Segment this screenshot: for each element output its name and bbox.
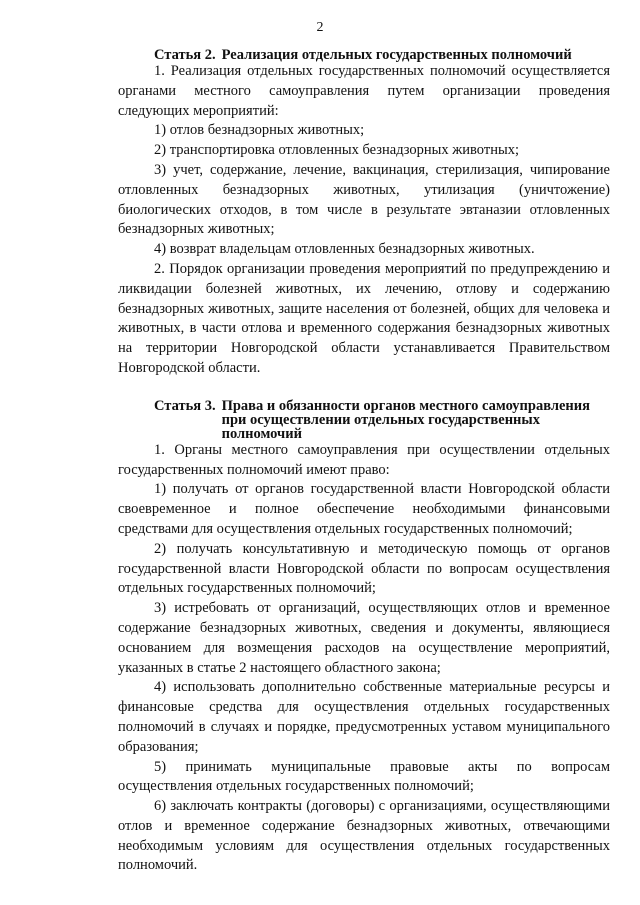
article-3-number: Статья 3. bbox=[154, 397, 216, 414]
article-3-paragraph: 1. Органы местного самоуправления при осуществлении отдельных государственных полномочий имеют право: bbox=[118, 441, 610, 478]
article-2-paragraph: 4) возврат владельцам отловленных безнадзорных животных. bbox=[154, 241, 535, 258]
article-2-paragraph: 2. Порядок организации проведения мероприятий по предупреждению и ликвидации болезней животных, их лечению, отлову и содержанию безнадзорных животных, защите населения от болезней, общих для человека и животных, в части отлова и временного содержания безнадзорных животных на территории Новгородской области устанавливается Правительством Новгородской области. bbox=[118, 260, 610, 376]
article-3-heading bbox=[154, 399, 610, 441]
page-number: 2 bbox=[316, 20, 324, 35]
article-2-title: Реализация отдельных государственных полномочий bbox=[221, 47, 572, 63]
article-2-heading bbox=[154, 48, 610, 62]
article-3-body bbox=[118, 441, 610, 877]
article-3-paragraph: 6) заключать контракты (договоры) с организациями, осуществляющими отлов и временное содержание безнадзорных животных, отвечающими необходимым условиям для осуществления отдельных государственных полномочий. bbox=[118, 798, 610, 874]
article-3-paragraph: 2) получать консультативную и методическую помощь от органов государственной власти Новгородской области по вопросам осуществления отдельных государственных полномочий; bbox=[118, 540, 610, 597]
article-2-paragraph: 1) отлов безнадзорных животных; bbox=[154, 122, 365, 139]
article-3-paragraph: 1) получать от органов государственной власти Новгородской области своевременное и полное обеспечение необходимыми финансовыми средствами для осуществления отдельных государственных полномочий; bbox=[118, 481, 610, 537]
article-2-paragraph: 2) транспортировка отловленных безнадзорных животных; bbox=[154, 142, 519, 159]
document-body bbox=[118, 48, 610, 882]
article-3-paragraph: 5) принимать муниципальные правовые акты по вопросам осуществления отдельных государственных полномочий; bbox=[118, 758, 610, 795]
article-3-paragraph: 3) истребовать от организаций, осуществляющих отлов и временное содержание безнадзорных животных, сведения и документы, являющиеся основанием для возмещения расходов на осуществление мероприятий, указанных в статье 2 настоящего областного закона; bbox=[118, 600, 610, 676]
article-2-body bbox=[118, 62, 610, 379]
article-2-paragraph: 3) учет, содержание, лечение, вакцинация, стерилизация, чипирование отловленных безнадзорных животных, утилизация (уничтожение) биологических отходов, в том числе в результате эвтаназии отловленных безнадзорных животных; bbox=[118, 161, 610, 238]
article-3-paragraph: 4) использовать дополнительно собственные материальные ресурсы и финансовые средства для осуществления отдельных государственных полномочий в случаях и порядке, предусмотренных уставом муниципального образования; bbox=[118, 679, 610, 755]
article-3-title: Права и обязанности органов местного самоуправления при осуществлении отдельных государственных полномочий bbox=[221, 397, 590, 442]
article-2-paragraph: 1. Реализация отдельных государственных полномочий осуществляется органами местного самоуправления путем организации проведения следующих мероприятий: bbox=[118, 63, 610, 119]
article-2-number: Статья 2. bbox=[154, 47, 216, 63]
